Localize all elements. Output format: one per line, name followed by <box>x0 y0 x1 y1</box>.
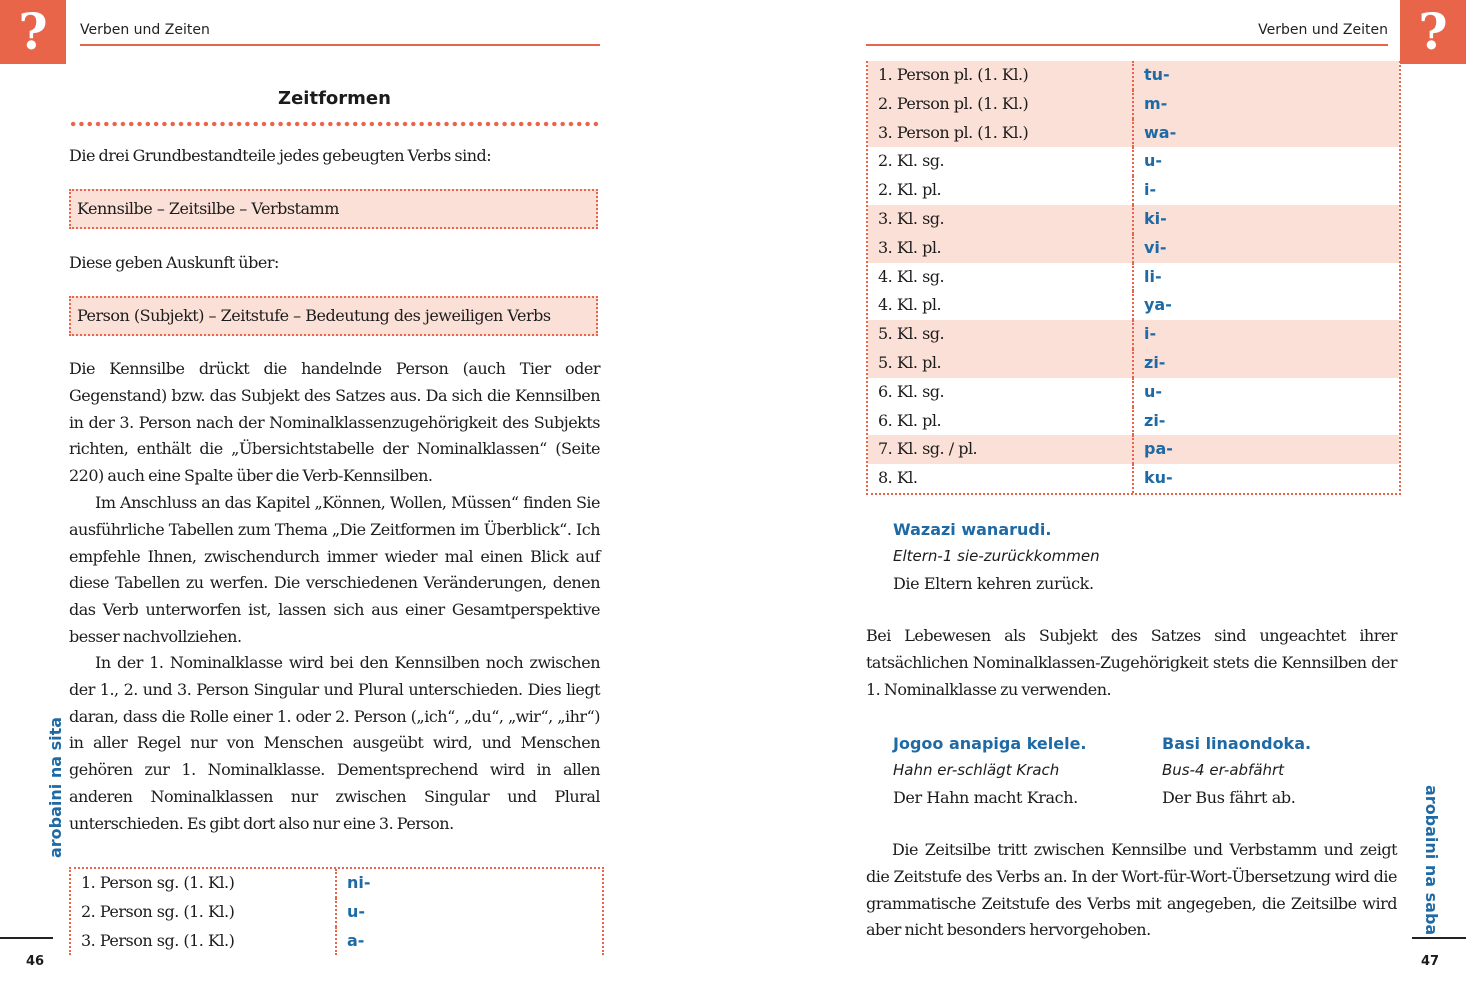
table-row <box>71 927 602 956</box>
table-cell-label: 2. Person pl. (1. Kl.) <box>878 93 1029 113</box>
table-row <box>868 61 1399 90</box>
example-swahili: Basi linaondoka. <box>1162 734 1312 753</box>
prefix-table-plural-classes <box>866 61 1401 495</box>
table-cell-label: 1. Person sg. (1. Kl.) <box>81 873 235 892</box>
intro-text-2: Diese geben Auskunft über: <box>69 253 279 272</box>
table-cell-prefix: pa- <box>1132 435 1399 464</box>
table-cell-label: 4. Kl. pl. <box>878 295 942 315</box>
table-row <box>71 898 602 927</box>
page-number-left: 46 <box>26 954 45 969</box>
table-cell-prefix: u- <box>1132 378 1399 407</box>
dotted-divider <box>69 120 600 128</box>
table-cell-prefix: u- <box>1132 147 1399 176</box>
example-german: Die Eltern kehren zurück. <box>893 574 1094 593</box>
table-row <box>868 90 1399 119</box>
body-paragraph-5: Die Zeitsilbe tritt zwischen Kennsilbe und Verbstamm und zeigt die Zeitstufe des Verbs an. In der Wort-für-Wort-Übersetzung wird die grammatische Zeitstufe des Verbs mit angegeben, die Zeitsilbe wird aber nicht besonders hervorgehoben. <box>866 840 1397 940</box>
page-number-rule-right <box>1412 937 1466 939</box>
highlight-box-meaning: Person (Subjekt) – Zeitstufe – Bedeutung des jeweiligen Verbs <box>69 296 598 336</box>
table-cell-label: 7. Kl. sg. / pl. <box>878 439 978 459</box>
body-paragraph-3: In der 1. Nominalklasse wird bei den Kennsilben noch zwischen der 1., 2. und 3. Person Singular und Plural unterschieden. Dies liegt daran, dass die Rolle einer 1. oder 2. Person („ich“, „du“, „wir“, „ihr“) in aller Regel nur von Menschen ausgeübt wird, und Menschen gehören zur 1. Nominalklasse. Dementsprechend wird in allen anderen Nominalklassen nur zwischen Singular und Plural unterschieden. Es gibt dort also nur eine 3. Person. <box>69 653 600 833</box>
example-literal: Bus-4 er-abfährt <box>1162 761 1285 779</box>
table-cell-label: 6. Kl. pl. <box>878 410 942 430</box>
table-cell-prefix: a- <box>335 927 602 956</box>
table-cell-prefix: li- <box>1132 263 1399 292</box>
table-cell-prefix: vi- <box>1132 234 1399 263</box>
running-header-left <box>80 22 600 46</box>
question-mark-icon: ? <box>1400 0 1466 64</box>
table-row <box>868 464 1399 493</box>
example-literal: Hahn er-schlägt Krach <box>893 761 1060 779</box>
table-row <box>868 176 1399 205</box>
example-swahili: Wazazi wanarudi. <box>893 520 1052 539</box>
table-cell-prefix: u- <box>335 898 602 927</box>
table-row <box>868 291 1399 320</box>
table-cell-label: 8. Kl. <box>878 468 918 488</box>
table-cell-prefix: zi- <box>1132 349 1399 378</box>
table-cell-prefix: ki- <box>1132 205 1399 234</box>
intro-text: Die drei Grundbestandteile jedes gebeugten Verbs sind: <box>69 146 492 165</box>
table-row <box>868 378 1399 407</box>
table-cell-prefix: m- <box>1132 90 1399 119</box>
page-number-rule-left <box>0 937 53 939</box>
table-cell-prefix: tu- <box>1132 61 1399 90</box>
table-cell-prefix: ni- <box>335 869 602 898</box>
table-row <box>868 205 1399 234</box>
table-cell-label: 6. Kl. sg. <box>878 381 945 401</box>
body-paragraph-2: Im Anschluss an das Kapitel „Können, Wollen, Müssen“ finden Sie ausführliche Tabellen zum Thema „Die Zeitformen im Überblick“. Ich empfehle Ihnen, zwischendurch immer wieder mal einen Blick auf diese Tabellen zu werfen. Die verschiedenen Veränderungen, denen das Verb unterworfen ist, lassen sich aus einer Gesamtperspektive besser nachvollziehen. <box>69 493 600 646</box>
table-cell-label: 5. Kl. sg. <box>878 324 945 344</box>
table-row <box>868 234 1399 263</box>
table-cell-prefix: ku- <box>1132 464 1399 493</box>
table-cell-prefix: wa- <box>1132 119 1399 148</box>
section-title: Zeitformen <box>278 88 391 109</box>
example-literal: Eltern-1 sie-zurückkommen <box>893 547 1100 565</box>
table-row <box>868 147 1399 176</box>
prefix-table-singular <box>69 867 604 955</box>
table-row <box>868 349 1399 378</box>
side-label-left: arobaini na sita <box>46 716 65 858</box>
side-label-right: arobaini na saba <box>1422 785 1441 936</box>
body-paragraph-4: Bei Lebewesen als Subjekt des Satzes sind ungeachtet ihrer tatsächlichen Nominalklassen-Zugehörigkeit stets die Kennsilben der 1. Nominalklasse zu verwenden. <box>866 626 1397 699</box>
table-row <box>868 320 1399 349</box>
example-basi <box>1162 730 1311 811</box>
example-german: Der Hahn macht Krach. <box>893 788 1078 807</box>
table-cell-label: 2. Person sg. (1. Kl.) <box>81 901 235 921</box>
page-number-right: 47 <box>1421 954 1440 969</box>
example-wazazi <box>893 516 1100 597</box>
table-cell-label: 2. Kl. sg. <box>878 151 945 171</box>
table-cell-label: 3. Kl. sg. <box>878 208 945 228</box>
table-row <box>868 435 1399 464</box>
table-cell-label: 3. Person sg. (1. Kl.) <box>81 930 235 950</box>
example-german: Der Bus fährt ab. <box>1162 788 1296 807</box>
table-row <box>868 407 1399 436</box>
table-row <box>868 263 1399 292</box>
table-cell-label: 2. Kl. pl. <box>878 180 942 200</box>
table-cell-prefix: i- <box>1132 176 1399 205</box>
table-cell-prefix: i- <box>1132 320 1399 349</box>
table-cell-label: 1. Person pl. (1. Kl.) <box>878 65 1029 84</box>
table-cell-label: 3. Person pl. (1. Kl.) <box>878 122 1029 142</box>
example-jogoo <box>893 730 1087 811</box>
table-cell-label: 4. Kl. sg. <box>878 266 945 286</box>
table-row <box>71 869 602 898</box>
header-title: Verben und Zeiten <box>80 22 210 38</box>
body-paragraph-1: Die Kennsilbe drückt die handelnde Person (auch Tier oder Gegenstand) bzw. das Subjekt des Satzes aus. Da sich die Kennsilben in der 3. Person nach der Nominalklassenzugehörigkeit des Subjekts richten, enthält die „Übersichtstabelle der Nominalklassen“ (Seite 220) auch eine Spalte über die Verb-Kennsilben. <box>69 359 600 486</box>
table-row <box>868 119 1399 148</box>
table-cell-prefix: zi- <box>1132 407 1399 436</box>
table-cell-label: 5. Kl. pl. <box>878 352 942 372</box>
table-cell-prefix: ya- <box>1132 291 1399 320</box>
header-title: Verben und Zeiten <box>1258 22 1388 38</box>
example-swahili: Jogoo anapiga kelele. <box>893 734 1087 753</box>
question-mark-icon: ? <box>0 0 66 64</box>
running-header-right <box>866 22 1388 46</box>
table-cell-label: 3. Kl. pl. <box>878 237 942 257</box>
highlight-box-components: Kennsilbe – Zeitsilbe – Verbstamm <box>69 189 598 229</box>
